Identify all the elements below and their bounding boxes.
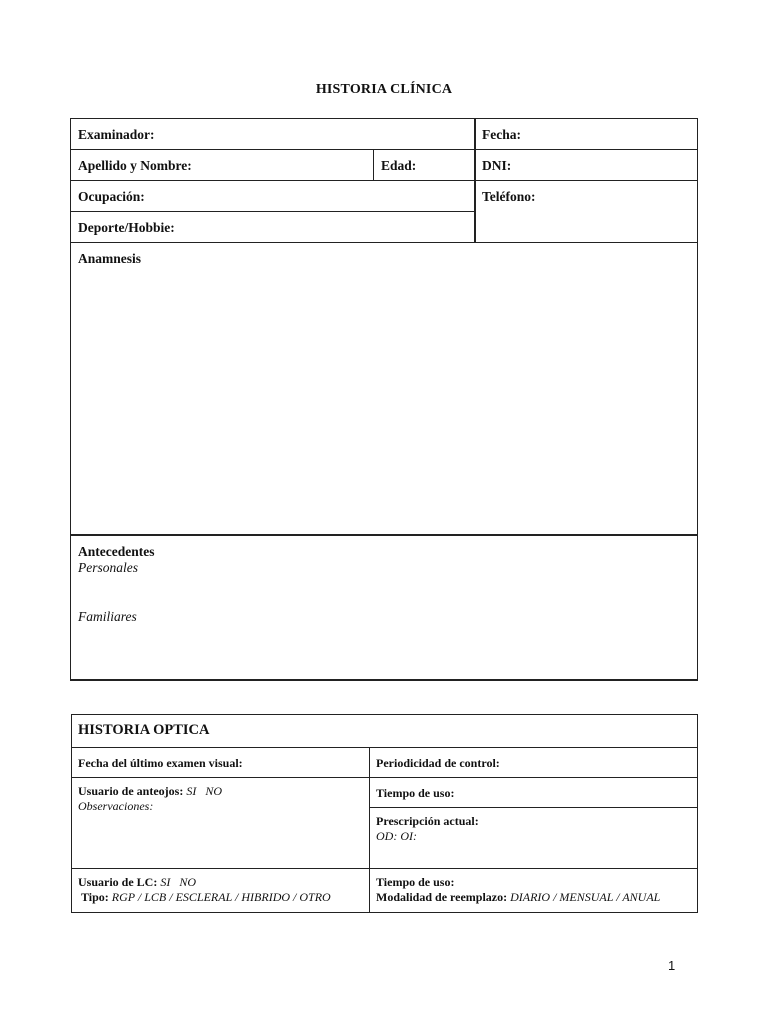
periodicidad-field[interactable] [370, 748, 697, 777]
antecedentes-label: Antecedentes [78, 544, 155, 559]
lc-options[interactable]: SI NO [160, 875, 197, 889]
historia-optica-title: HISTORIA OPTICA [78, 722, 210, 738]
oi-label: OI: [400, 829, 417, 843]
modalidad-label: Modalidad de reemplazo: [376, 890, 508, 904]
periodicidad-label: Periodicidad de control: [376, 756, 500, 770]
usuario-anteojos-label: Usuario de anteojos: [78, 784, 184, 798]
examinador-label: Examinador: [78, 127, 155, 142]
observaciones-label: Observaciones: [78, 799, 154, 813]
tiempo-uso-lc-label: Tiempo de uso: [376, 875, 455, 889]
ocupacion-field[interactable] [71, 181, 471, 211]
historia-optica-table [71, 714, 698, 913]
fecha-examen-label: Fecha del último examen visual: [78, 756, 243, 770]
tipo-options[interactable]: RGP / LCB / ESCLERAL / HIBRIDO / OTRO [111, 890, 331, 904]
examinador-field[interactable] [71, 119, 471, 149]
apellido-nombre-field[interactable] [71, 150, 371, 180]
patient-info-table [70, 118, 698, 681]
deporte-hobbie-label: Deporte/Hobbie: [78, 220, 175, 235]
antecedentes-field[interactable] [71, 536, 697, 680]
tipo-label: Tipo: [81, 890, 109, 904]
familiares-label: Familiares [78, 609, 137, 624]
prescripcion-label: Prescripción actual: [376, 814, 479, 828]
usuario-lc-field[interactable] [72, 869, 369, 912]
tiempo-uso-field[interactable] [370, 778, 697, 807]
apellido-nombre-label: Apellido y Nombre: [78, 158, 192, 173]
prescripcion-field[interactable] [370, 808, 697, 868]
dni-field[interactable] [475, 150, 697, 180]
anteojos-options[interactable]: SI NO [186, 784, 222, 798]
anamnesis-field[interactable] [71, 243, 697, 533]
edad-field[interactable] [374, 150, 474, 180]
tiempo-uso-label: Tiempo de uso: [376, 786, 455, 800]
fecha-examen-field[interactable] [72, 748, 369, 777]
od-label: OD: [376, 829, 398, 843]
historia-optica-header [72, 715, 697, 747]
ocupacion-label: Ocupación: [78, 189, 145, 204]
page-title: HISTORIA CLÍNICA [315, 82, 453, 97]
personales-label: Personales [78, 560, 138, 575]
modalidad-options[interactable]: DIARIO / MENSUAL / ANUAL [510, 890, 661, 904]
fecha-field[interactable] [475, 119, 697, 149]
telefono-label: Teléfono: [482, 189, 536, 204]
deporte-hobbie-field[interactable] [71, 212, 471, 242]
usuario-lc-label: Usuario de LC: [78, 875, 158, 889]
anamnesis-label: Anamnesis [78, 251, 142, 266]
edad-label: Edad: [381, 158, 417, 173]
tiempo-uso-lc-field[interactable] [370, 869, 697, 912]
fecha-label: Fecha: [482, 127, 521, 142]
telefono-field[interactable] [475, 181, 697, 242]
page-number: 1 [668, 958, 676, 973]
usuario-anteojos-field[interactable] [72, 778, 369, 868]
dni-label: DNI: [482, 158, 512, 173]
